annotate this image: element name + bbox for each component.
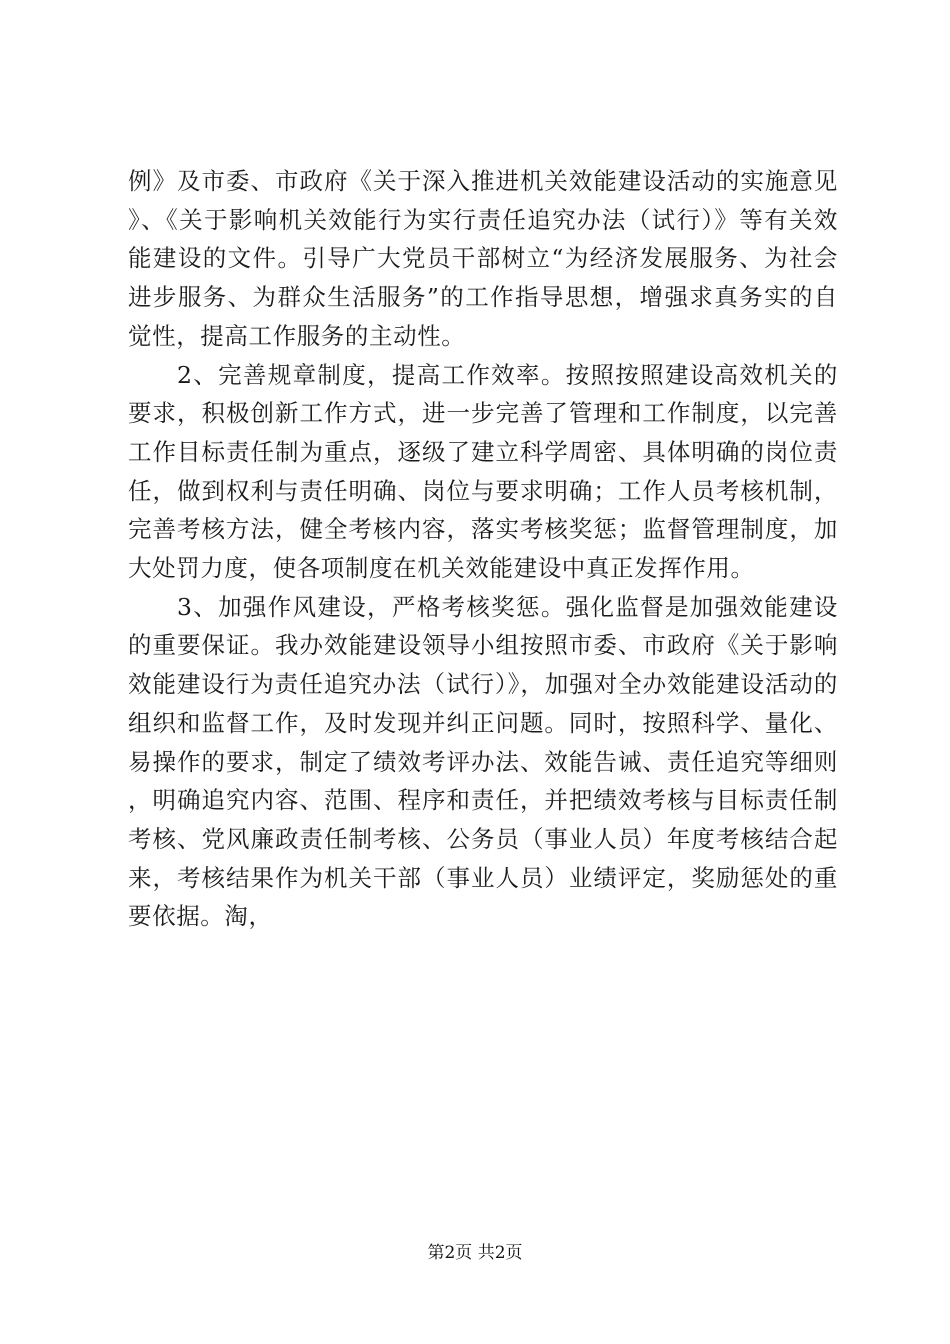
page-number-footer: 第2页 共2页 xyxy=(427,1243,523,1263)
paragraph-rules-system: 2、完善规章制度，提高工作效率。按照按照建设高效机关的要求，积极创新工作方式，进一步完善了管理和工作制度，以完善工作目标责任制为重点，逐级了建立科学周密、具体明确的岗位责任，做到权利与责任明确、岗位与要求明确；工作人员考核机制，完善考核方法，健全考核内容，落实考核奖惩；监督管理制度，加大处罚力度，使各项制度在机关效能建设中真正发挥作用。 xyxy=(128,360,838,583)
document-body xyxy=(128,162,838,936)
paragraph-continuation: 例》及市委、市政府《关于深入推进机关效能建设活动的实施意见》、《关于影响机关效能行为实行责任追究办法（试行）》等有关效能建设的文件。引导广大党员干部树立“为经济发展服务、为社会进步服务、为群众生活服务”的工作指导思想，增强求真务实的自觉性，提高工作服务的主动性。 xyxy=(128,167,838,350)
paragraph-work-style: 3、加强作风建设，严格考核奖惩。强化监督是加强效能建设的重要保证。我办效能建设领导小组按照市委、市政府《关于影响效能建设行为责任追究办法（试行）》，加强对全办效能建设活动的组织和监督工作，及时发现并纠正问题。同时，按照科学、量化、易操作的要求，制定了绩效考评办法、效能告诫、责任追究等细则，明确追究内容、范围、程序和责任，并把绩效考核与目标责任制考核、党风廉政责任制考核、公务员（事业人员）年度考核结合起来，考核结果作为机关干部（事业人员）业绩评定，奖励惩处的重要依据。淘， xyxy=(128,592,838,931)
